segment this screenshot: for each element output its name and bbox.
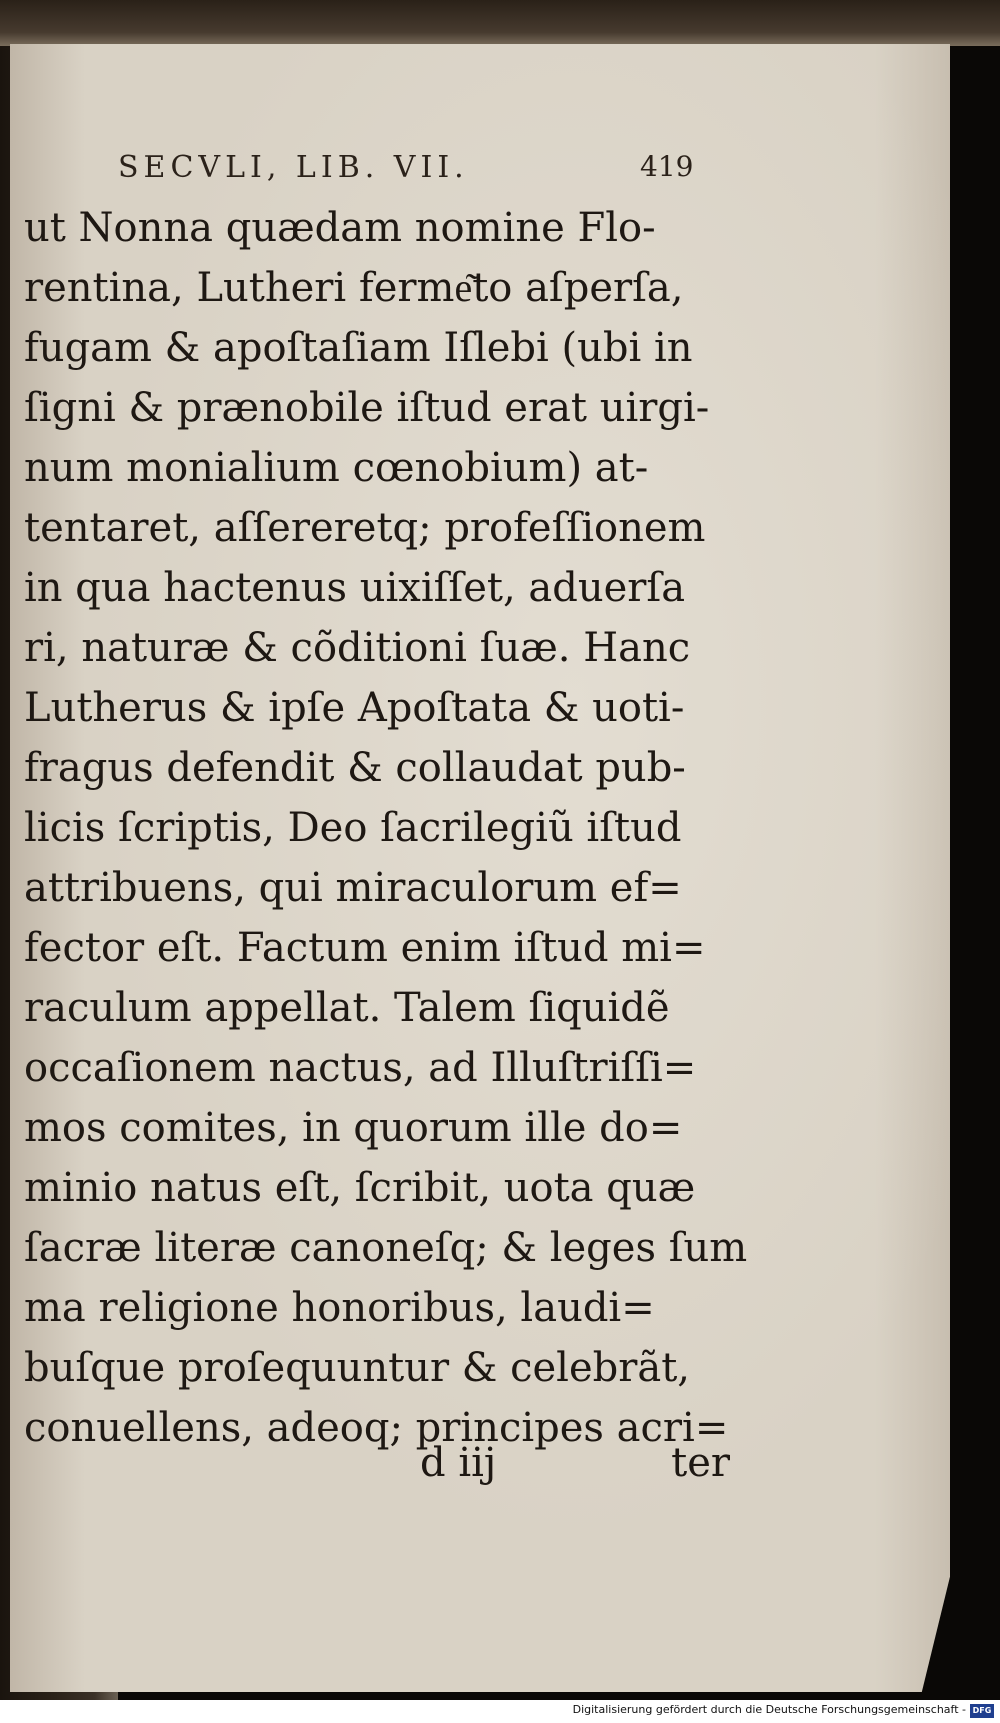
- book-top-edge: [0, 0, 1000, 46]
- text-line: buſque proſequuntur & celebrãt,: [24, 1345, 690, 1391]
- running-head: SECVLI, LIB. VII.: [118, 150, 469, 185]
- text-line: ſigni & prænobile iſtud erat uirgi-: [24, 385, 710, 431]
- text-line: tentaret, aſſereretq; profeſſionem: [24, 505, 706, 551]
- text-line: licis ſcriptis, Deo ſacrilegiũ iſtud: [24, 805, 682, 851]
- text-line: minio natus eſt, ſcribit, uota quæ: [24, 1165, 696, 1211]
- text-line: mos comites, in quorum ille do=: [24, 1105, 683, 1151]
- text-line: ſacræ literæ canoneſq; & leges ſum: [24, 1225, 748, 1271]
- text-line: Lutherus & ipſe Apoſtata & uoti-: [24, 685, 685, 731]
- funding-credit: Digitalisierung gefördert durch die Deutsche Forschungsgemeinschaft -: [572, 1703, 966, 1716]
- text-line: in qua hactenus uixiſſet, aduerſa: [24, 565, 686, 611]
- page-number: 419: [640, 150, 694, 183]
- text-line: fragus defendit & collaudat pub-: [24, 745, 686, 791]
- text-line: fugam & apoſtaſiam Iſlebi (ubi in: [24, 325, 693, 371]
- signature-mark: d iij: [420, 1440, 497, 1486]
- text-line: ri, naturæ & cõditioni ſuæ. Hanc: [24, 625, 691, 671]
- body-text: [24, 198, 748, 1458]
- text-line: num monialium cœnobium) at-: [24, 445, 649, 491]
- dfg-logo-icon: DFG: [970, 1704, 994, 1718]
- text-line: raculum appellat. Talem ſiquidẽ: [24, 985, 670, 1031]
- text-line: conuellens, adeoq; principes acri=: [24, 1405, 729, 1451]
- text-line: ma religione honoribus, laudi=: [24, 1285, 655, 1331]
- text-line: ut Nonna quædam nomine Flo-: [24, 205, 656, 251]
- footer-bar: [0, 1700, 1000, 1723]
- text-line: attribuens, qui miraculorum ef=: [24, 865, 682, 911]
- text-line: rentina, Lutheri ferme͂to aſperſa,: [24, 265, 684, 311]
- text-line: occaſionem nactus, ad Illuſtriſſi=: [24, 1045, 697, 1091]
- text-line: fector eſt. Factum enim iſtud mi=: [24, 925, 706, 971]
- signature-line: [420, 1440, 730, 1500]
- catchword: ter: [671, 1440, 730, 1486]
